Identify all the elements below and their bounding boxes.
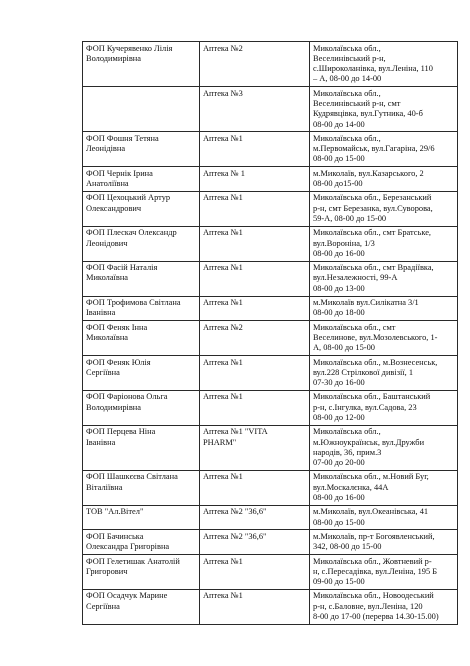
owner-text-line: Сергіївна	[86, 601, 120, 611]
owner-text-line: ФОП Перцева Ніна	[86, 427, 156, 437]
owner-cell	[83, 261, 200, 296]
pharmacy-text-line: Аптека №1	[203, 133, 243, 143]
address-cell	[310, 321, 458, 356]
address-text-line: Миколаївська обл., смт Врадіївка,	[313, 263, 434, 273]
address-text-line: Миколаївська обл., м.Вознесенськ,	[313, 357, 438, 367]
pharmacy-registry-table	[82, 41, 458, 625]
table-row	[83, 296, 458, 321]
table-row	[83, 87, 458, 132]
address-text-line: 08-00 до 15-00	[313, 154, 365, 164]
owner-text-line: Сергіївна	[86, 367, 120, 377]
pharmacy-cell	[200, 530, 310, 555]
owner-text-line: Анатоліївна	[86, 179, 129, 189]
address-text-line: – А, 08-00 до 14-00	[313, 74, 382, 84]
owner-text-line: ФОП Фошня Тетяна	[86, 133, 159, 143]
pharmacy-text-line: Аптека №1	[203, 591, 243, 601]
address-text-line: м.Первомайськ, вул.Гагаріна, 29/6	[313, 144, 435, 154]
pharmacy-cell	[200, 505, 310, 530]
owner-text-line: Леонідович	[86, 238, 128, 248]
pharmacy-cell	[200, 42, 310, 87]
owner-cell	[83, 589, 200, 624]
address-text-line: Миколаївська обл.,	[313, 133, 381, 143]
pharmacy-text-line: Аптека №1	[203, 298, 243, 308]
owner-text-line: Олександрович	[86, 203, 142, 213]
address-cell	[310, 530, 458, 555]
pharmacy-cell	[200, 296, 310, 321]
address-text-line: Веселинове, вул.Мозолевського, 1-	[313, 332, 438, 342]
owner-text-line: ФОП Фаріонова Ольга	[86, 392, 168, 402]
pharmacy-cell	[200, 555, 310, 590]
pharmacy-text-line: PHARM"	[203, 437, 237, 447]
pharmacy-cell	[200, 191, 310, 226]
address-cell	[310, 470, 458, 505]
address-cell	[310, 261, 458, 296]
table-row	[83, 42, 458, 87]
owner-cell	[83, 42, 200, 87]
owner-cell	[83, 321, 200, 356]
pharmacy-cell	[200, 226, 310, 261]
owner-cell	[83, 191, 200, 226]
owner-cell	[83, 87, 200, 132]
address-text-line: народів, 36, прим.3	[313, 447, 382, 457]
owner-cell	[83, 296, 200, 321]
pharmacy-text-line: Аптека №1	[203, 193, 243, 203]
address-text-line: Миколаївська обл.,	[313, 427, 381, 437]
pharmacy-cell	[200, 470, 310, 505]
owner-text-line: Леонідівна	[86, 144, 126, 154]
address-text-line: Миколаївська обл., Новоодеський	[313, 591, 434, 601]
table-row	[83, 356, 458, 391]
pharmacy-cell	[200, 390, 310, 425]
owner-cell	[83, 390, 200, 425]
owner-text-line: ФОП Чернік Ірина	[86, 168, 153, 178]
address-cell	[310, 589, 458, 624]
table-row	[83, 470, 458, 505]
pharmacy-text-line: Аптека №2	[203, 322, 243, 332]
owner-text-line: ФОП Гелетишак Анатолій	[86, 556, 180, 566]
owner-text-line: ФОП Кучерявенко Лілія	[86, 43, 173, 53]
owner-text-line: ФОП Бачинська	[86, 531, 144, 541]
address-text-line: вул.Москалєнка, 44А	[313, 482, 389, 492]
pharmacy-text-line: Аптека №1	[203, 228, 243, 238]
pharmacy-cell	[200, 87, 310, 132]
table-row	[83, 226, 458, 261]
address-text-line: 08-00 до 16-00	[313, 248, 365, 258]
address-text-line: м.Миколаїв, вул.Океанівська, 41	[313, 507, 429, 517]
owner-text-line: Володимирівна	[86, 53, 141, 63]
table-row	[83, 167, 458, 192]
pharmacy-text-line: Аптека №1 "VITA	[203, 427, 268, 437]
address-text-line: Миколаївська обл., смт Братське,	[313, 228, 432, 238]
pharmacy-text-line: Аптека № 1	[203, 168, 245, 178]
owner-cell	[83, 470, 200, 505]
pharmacy-cell	[200, 132, 310, 167]
owner-text-line: ФОП Плескач Олександр	[86, 228, 177, 238]
owner-text-line: ФОП Феняк Інна	[86, 322, 148, 332]
pharmacy-text-line: Аптека №1	[203, 357, 243, 367]
address-cell	[310, 191, 458, 226]
address-text-line: 08-00 до15-00	[313, 179, 363, 189]
address-text-line: 08-00 до 12-00	[313, 413, 365, 422]
table-row	[83, 261, 458, 296]
address-text-line: р-н, с.Баловне, вул.Леніна, 120	[313, 601, 423, 611]
address-text-line: 59-А, 08-00 до 15-00	[313, 213, 387, 223]
address-text-line: н, с.Пересадівка, вул.Леніна, 195 Б	[313, 566, 438, 576]
address-text-line: Веселинівський р-н,	[313, 53, 386, 63]
address-text-line: 08-00 до 16-00	[313, 493, 365, 503]
address-text-line: Миколаївська обл.,	[313, 88, 381, 98]
address-text-line: вул.Незалежності, 99-А	[313, 273, 398, 283]
address-cell	[310, 226, 458, 261]
address-text-line: м.Миколаїв, пр-т Богоявленський,	[313, 531, 435, 541]
owner-cell	[83, 530, 200, 555]
address-text-line: 09-00 до 15-00	[313, 577, 365, 587]
address-text-line: 08-00 до 13-00	[313, 283, 365, 293]
owner-text-line: Іванівна	[86, 437, 116, 447]
address-text-line: м.Миколаїв, вул.Казарського, 2	[313, 168, 424, 178]
address-cell	[310, 356, 458, 391]
address-cell	[310, 390, 458, 425]
address-cell	[310, 87, 458, 132]
owner-text-line: ФОП Фасій Наталія	[86, 263, 158, 273]
table-body	[83, 42, 458, 625]
address-cell	[310, 505, 458, 530]
owner-text-line: ФОП Цехоцький Артур	[86, 193, 171, 203]
owner-text-line: ТОВ "Ал.Вітел"	[86, 507, 144, 517]
address-text-line: 342, 08-00 до 15-00	[313, 542, 382, 552]
address-text-line: 08-00 до 15-00	[313, 517, 365, 527]
owner-text-line: Олександра Григорівна	[86, 542, 170, 552]
owner-text-line: ФОП Осадчук Марине	[86, 591, 168, 601]
owner-cell	[83, 226, 200, 261]
address-text-line: м.Миколаїв вул.Силікатна 3/1	[313, 298, 419, 308]
table-row	[83, 589, 458, 624]
address-cell	[310, 555, 458, 590]
owner-cell	[83, 167, 200, 192]
table-row	[83, 530, 458, 555]
table-row	[83, 390, 458, 425]
owner-text-line: ФОП Феняк Юлія	[86, 357, 151, 367]
owner-text-line: Миколаївна	[86, 273, 129, 283]
address-text-line: Миколаївська обл., Жовтневий р-	[313, 556, 432, 566]
owner-text-line: Віталіївна	[86, 482, 123, 492]
pharmacy-text-line: Аптека №1	[203, 263, 243, 273]
address-text-line: Миколаївська обл., Березанський	[313, 193, 432, 203]
pharmacy-cell	[200, 167, 310, 192]
owner-cell	[83, 425, 200, 470]
table-row	[83, 425, 458, 470]
address-cell	[310, 132, 458, 167]
address-cell	[310, 167, 458, 192]
address-text-line: 8-00 до 17-00 (перерва 14.30-15.00)	[313, 612, 439, 622]
owner-text-line: ФОП Трофимова Світлана	[86, 298, 181, 308]
address-text-line: вул.Вороніна, 1/3	[313, 238, 375, 248]
table-row	[83, 555, 458, 590]
address-cell	[310, 425, 458, 470]
address-text-line: р-н, с.Інгулка, вул.Садова, 23	[313, 402, 417, 412]
address-cell	[310, 42, 458, 87]
pharmacy-text-line: Аптека №1	[203, 392, 243, 402]
address-text-line: Миколаївська обл., м.Новий Буг,	[313, 472, 429, 482]
owner-text-line: ФОП Шашкєєва Світлана	[86, 472, 178, 482]
owner-text-line: Іванівна	[86, 308, 116, 318]
table-row	[83, 191, 458, 226]
address-cell	[310, 296, 458, 321]
owner-cell	[83, 505, 200, 530]
pharmacy-cell	[200, 321, 310, 356]
address-text-line: с.Широколанівка, вул.Леніна, 110	[313, 64, 433, 74]
pharmacy-text-line: Аптека №2	[203, 43, 243, 53]
address-text-line: р-н, смт Березанка, вул.Суворова,	[313, 203, 433, 213]
pharmacy-cell	[200, 589, 310, 624]
pharmacy-cell	[200, 425, 310, 470]
address-text-line: Миколаївська обл., смт	[313, 322, 396, 332]
table-row	[83, 321, 458, 356]
address-text-line: м.Южноукраїнськ, вул.Дружби	[313, 437, 425, 447]
pharmacy-text-line: Аптека №3	[203, 88, 243, 98]
owner-cell	[83, 132, 200, 167]
pharmacy-text-line: Аптека №2 "36,6"	[203, 531, 267, 541]
address-text-line: 08-00 до 18-00	[313, 308, 365, 318]
owner-text-line: Миколаївна	[86, 332, 129, 342]
pharmacy-text-line: Аптека №1	[203, 556, 243, 566]
pharmacy-cell	[200, 261, 310, 296]
table-row	[83, 132, 458, 167]
owner-text-line	[86, 89, 196, 99]
address-text-line: Кудрявцівка, вул.Гутника, 40-б	[313, 109, 423, 119]
pharmacy-cell	[200, 356, 310, 391]
owner-text-line: Григорович	[86, 566, 128, 576]
table-row	[83, 505, 458, 530]
address-text-line: вул.228 Стрілкової дивізії, 1	[313, 367, 414, 377]
address-text-line: Веселинівський р-н, смт	[313, 98, 401, 108]
owner-cell	[83, 555, 200, 590]
pharmacy-text-line: Аптека №2 "36,6"	[203, 507, 267, 517]
pharmacy-text-line: Аптека №1	[203, 472, 243, 482]
address-text-line: А, 08-00 до 15-00	[313, 343, 375, 353]
owner-text-line: Володимирівна	[86, 402, 141, 412]
address-text-line: Миколаївська обл., Баштанський	[313, 392, 431, 402]
address-text-line: 08-00 до 14-00	[313, 119, 365, 129]
address-text-line: 07-00 до 20-00	[313, 458, 365, 468]
address-text-line: Миколаївська обл.,	[313, 43, 381, 53]
address-text-line: 07-30 до 16-00	[313, 378, 365, 388]
owner-cell	[83, 356, 200, 391]
